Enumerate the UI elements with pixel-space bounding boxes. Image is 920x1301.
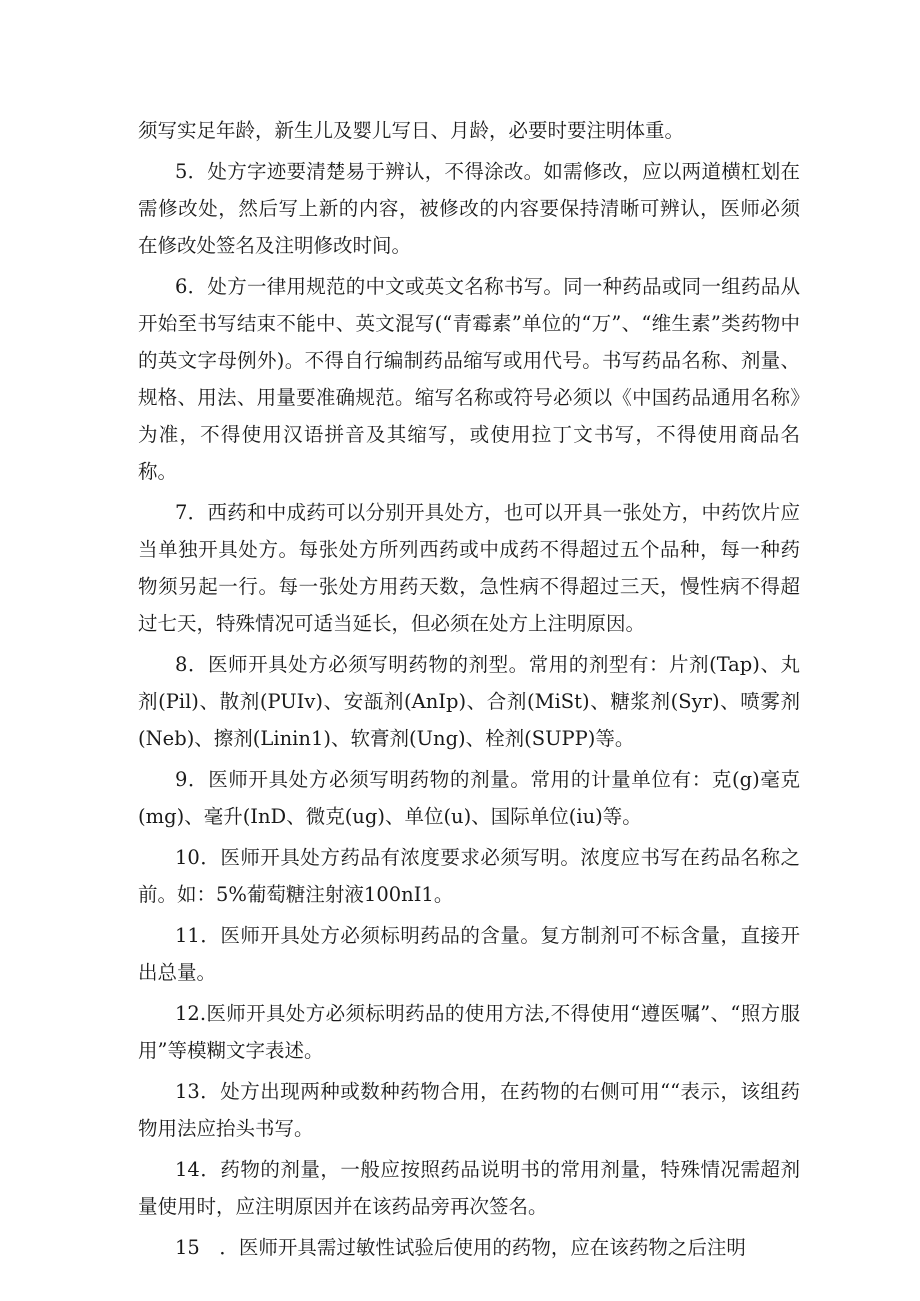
paragraph-rule-13: 13．处方出现两种或数种药物合用，在药物的右侧可用““表示，该组药物用法应抬头书写。: [138, 1080, 800, 1140]
paragraph-rule-9: 9．医师开具处方必须写明药物的剂量。常用的计量单位有：克(g)毫克(mg)、毫升(InD、微克(ug)、单位(u)、国际单位(iu)等。: [138, 768, 800, 828]
paragraph-rule-14: 14．药物的剂量，一般应按照药品说明书的常用剂量，特殊情况需超剂量使用时，应注明原因并在该药品旁再次签名。: [138, 1158, 800, 1218]
paragraph-rule-12: 12.医师开具处方必须标明药品的使用方法,不得使用“遵医嘱”、“照方服用”等模糊文字表述。: [138, 1002, 800, 1062]
paragraph-rule-5: 5．处方字迹要清楚易于辨认，不得涂改。如需修改，应以两道横杠划在需修改处，然后写上新的内容，被修改的内容要保持清晰可辨认，医师必须在修改处签名及注明修改时间。: [138, 160, 800, 257]
paragraph-rule-7: 7．西药和中成药可以分别开具处方，也可以开具一张处方，中药饮片应当单独开具处方。每张处方所列西药或中成药不得超过五个品种，每一种药物须另起一行。每一张处方用药天数，急性病不得超过三天，慢性病不得超过七天，特殊情况可适当延长，但必须在处方上注明原因。: [138, 501, 800, 635]
paragraph-rule-6: 6．处方一律用规范的中文或英文名称书写。同一种药品或同一组药品从开始至书写结束不能中、英文混写(“青霉素”单位的“万”、“维生素”类药物中的英文字母例外)。不得自行编制药品缩写或用代号。书写药品名称、剂量、规格、用法、用量要准确规范。缩写名称或符号必须以《中国药品通用名称》为准，不得使用汉语拼音及其缩写，或使用拉丁文书写，不得使用商品名称。: [138, 275, 800, 483]
paragraph-rule-15: 15 ．医师开具需过敏性试验后使用的药物，应在该药物之后注明: [175, 1236, 746, 1259]
paragraph-age-note: 须写实足年龄，新生儿及婴儿写日、月龄，必要时要注明体重。: [138, 119, 685, 142]
paragraph-rule-8: 8．医师开具处方必须写明药物的剂型。常用的剂型有：片剂(Tap)、丸剂(Pil)、散剂(PUIv)、安瓿剂(AnIp)、合剂(MiSt)、糖浆剂(Syr)、喷雾剂(Neb)、擦剂(Linin1)、软膏剂(Ung)、栓剂(SUPP)等。: [138, 653, 800, 750]
paragraph-rule-10: 10．医师开具处方药品有浓度要求必须写明。浓度应书写在药品名称之前。如：5%葡萄糖注射液100nI1。: [138, 846, 800, 906]
document-page: [138, 112, 800, 1266]
paragraph-rule-11: 11．医师开具处方必须标明药品的含量。复方制剂可不标含量，直接开出总量。: [138, 924, 800, 984]
